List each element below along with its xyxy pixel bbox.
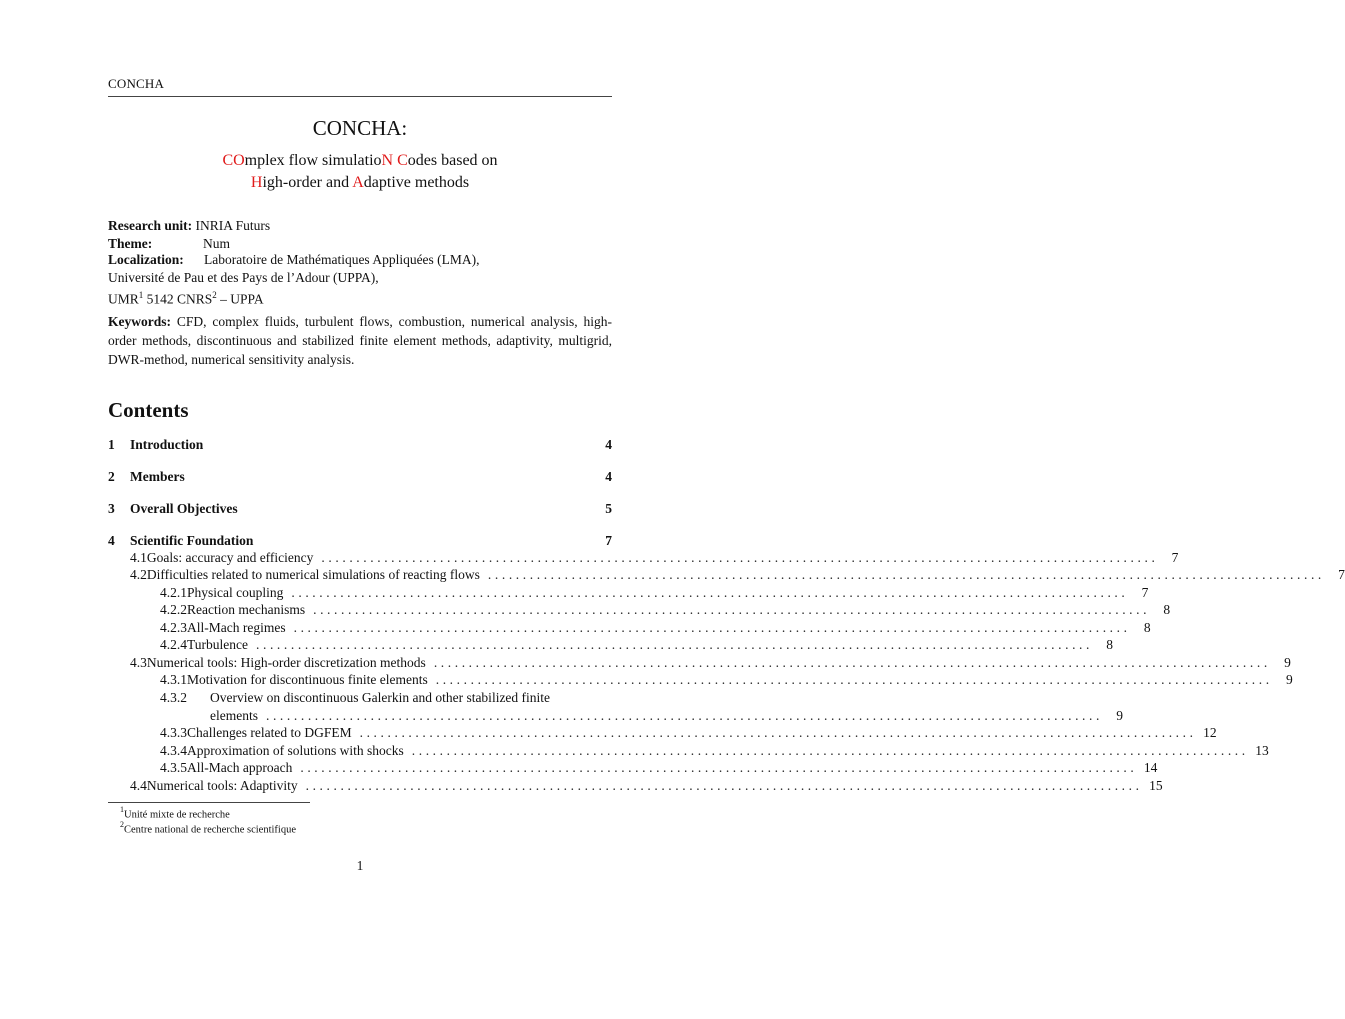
subtitle-text: odes based on xyxy=(407,152,498,169)
toc-entry-title: All-Mach approach xyxy=(187,760,293,775)
toc-subsection[interactable] xyxy=(108,708,1123,725)
toc-leader-dots: ........................................................................................................................ xyxy=(300,760,1138,775)
toc-subsection[interactable] xyxy=(108,725,1217,742)
toc-entry-page: 4 xyxy=(605,469,612,484)
subtitle-highlight-letter: A xyxy=(352,174,364,191)
toc-leader-dots: ........................................................................................................................ xyxy=(293,620,1131,635)
document-title: CONCHA: xyxy=(312,116,408,140)
toc-entry-page: 8 xyxy=(1106,637,1113,652)
toc-entry-title: elements xyxy=(210,708,258,723)
toc-subsection[interactable] xyxy=(108,620,1151,637)
localization-label: Localization: xyxy=(108,252,184,267)
toc-entry-title: Approximation of solutions with shocks xyxy=(187,743,404,758)
theme-label: Theme: xyxy=(108,236,153,251)
toc-entry-title: Members xyxy=(130,469,185,484)
umr-text-c: – UPPA xyxy=(216,291,264,307)
toc-entry-number: 4.3.1 xyxy=(160,672,187,687)
footnote-mark-2: 2 xyxy=(212,290,217,300)
toc-entry-page: 8 xyxy=(1163,602,1171,617)
toc-entry-title: Reaction mechanisms xyxy=(187,602,306,617)
toc-entry-title: Introduction xyxy=(130,437,204,452)
toc-entry-title: Difficulties related to numerical simulations of reacting flows xyxy=(146,567,480,582)
footnote-1-text: Unité mixte de recherche xyxy=(124,809,230,821)
toc-section[interactable] xyxy=(108,437,612,454)
toc-entry-title: Motivation for discontinuous finite elements xyxy=(187,672,428,687)
toc-leader-dots: ........................................................................................................................ xyxy=(435,672,1273,687)
toc-entry-title: Challenges related to DGFEM xyxy=(187,725,352,740)
toc-subsection[interactable] xyxy=(108,672,1293,689)
toc-subsection[interactable] xyxy=(108,760,1158,777)
toc-entry-number: 4.2.4 xyxy=(160,637,187,652)
toc-leader-dots: ........................................................................................................................ xyxy=(313,602,1151,617)
footnote-2 xyxy=(120,821,296,836)
umr-text-b: 5142 CNRS xyxy=(143,291,213,307)
localization-line xyxy=(108,251,480,269)
toc-entry-page: 8 xyxy=(1143,620,1151,635)
toc-section[interactable] xyxy=(108,533,612,550)
toc-entry-number: 4.2 xyxy=(130,567,147,582)
toc-leader-dots: ........................................................................................................................ xyxy=(433,655,1271,670)
research-unit-label: Research unit: xyxy=(108,218,193,233)
toc-subsection[interactable] xyxy=(108,637,1113,654)
toc-entry-number: 4.1 xyxy=(130,550,147,565)
toc-entry-title: All-Mach regimes xyxy=(187,620,286,635)
toc-leader-dots: ........................................................................................................................ xyxy=(265,708,1103,723)
toc-subsection[interactable] xyxy=(108,778,1163,795)
toc-entry-number: 4.3 xyxy=(130,655,147,670)
toc-entry-title: Scientific Foundation xyxy=(130,533,254,548)
toc-entry-title: Overview on discontinuous Galerkin and other stabilized finite xyxy=(210,690,551,705)
toc-subsection[interactable] xyxy=(108,655,1291,672)
umr-line xyxy=(108,286,264,309)
toc-entry-title: Turbulence xyxy=(187,637,248,652)
toc-entry-title: Physical coupling xyxy=(187,585,284,600)
footnote-1 xyxy=(120,806,230,821)
toc-section[interactable] xyxy=(108,501,612,518)
toc-entry-page: 9 xyxy=(1285,672,1293,687)
keywords-paragraph xyxy=(108,312,612,369)
toc-entry-page: 12 xyxy=(1203,725,1217,740)
toc-entry-page: 7 xyxy=(1141,585,1149,600)
subtitle-line-1 xyxy=(0,152,720,170)
toc-entry-number: 4.2.1 xyxy=(160,585,187,600)
toc-entry-number: 1 xyxy=(108,437,115,452)
toc-entry-number: 4.3.4 xyxy=(160,743,187,758)
localization-value: Laboratoire de Mathématiques Appliquées (LMA), xyxy=(204,252,480,267)
toc-leader-dots: ........................................................................................................................ xyxy=(256,637,1093,652)
toc-entry-page: 4 xyxy=(605,437,612,452)
subtitle-highlight-letter: CO xyxy=(222,152,245,169)
footnote-1-mark: 1 xyxy=(120,805,124,814)
subtitle-highlight-letter: N xyxy=(381,152,394,169)
theme-value: Num xyxy=(203,236,230,251)
toc-entry-number: 4.2.2 xyxy=(160,602,187,617)
toc-entry-title: Numerical tools: High-order discretization methods xyxy=(146,655,426,670)
toc-entry-title: Overall Objectives xyxy=(130,501,238,516)
subtitle-text: igh-order and xyxy=(262,174,353,191)
toc-leader-dots: ........................................................................................................................ xyxy=(291,585,1129,600)
footnote-2-mark: 2 xyxy=(120,820,124,829)
toc-entry-page: 5 xyxy=(605,501,612,516)
toc-entry-page: 13 xyxy=(1255,743,1269,758)
footnote-2-text: Centre national de recherche scientifique xyxy=(124,824,296,836)
toc-entry-number: 4 xyxy=(108,533,115,548)
localization-line-2: Université de Pau et des Pays de l’Adour (UPPA), xyxy=(108,270,379,285)
toc-entry-page: 15 xyxy=(1149,778,1163,793)
toc-subsection[interactable] xyxy=(108,585,1149,602)
toc-leader-dots: ........................................................................................................................ xyxy=(411,743,1249,758)
running-header: CONCHA xyxy=(108,76,165,91)
umr-text-a: UMR xyxy=(108,291,139,307)
toc-leader-dots: ........................................................................................................................ xyxy=(305,778,1143,793)
toc-entry-page: 9 xyxy=(1284,655,1291,670)
subtitle-text: mplex flow simulatio xyxy=(244,152,382,169)
toc-entry-page: 9 xyxy=(1116,708,1123,723)
toc-subsection[interactable] xyxy=(108,602,1171,619)
toc-subsection[interactable] xyxy=(108,567,1345,584)
page-number: 1 xyxy=(356,858,364,873)
contents-heading: Contents xyxy=(108,398,189,422)
toc-leader-dots: ........................................................................................................................ xyxy=(487,567,1325,582)
toc-entry-number: 4.3.3 xyxy=(160,725,187,740)
toc-entry-title: Goals: accuracy and efficiency xyxy=(146,550,314,565)
toc-entry-number: 4.2.3 xyxy=(160,620,187,635)
toc-subsection[interactable] xyxy=(108,743,1269,760)
toc-entry-page: 7 xyxy=(605,533,612,548)
toc-section[interactable] xyxy=(108,469,612,486)
footnote-rule xyxy=(108,802,310,803)
toc-entry-number: 2 xyxy=(108,469,115,484)
subtitle-highlight-letter: H xyxy=(250,174,263,191)
toc-entry-number: 4.3.2 xyxy=(160,690,187,705)
toc-entry-page: 7 xyxy=(1171,550,1179,565)
keywords-label: Keywords: xyxy=(108,314,171,329)
toc-entry-title: Numerical tools: Adaptivity xyxy=(146,778,298,793)
research-unit-line xyxy=(108,217,270,235)
subtitle-text: daptive methods xyxy=(363,174,470,191)
toc-entry-page: 7 xyxy=(1338,567,1345,582)
toc-leader-dots: ........................................................................................................................ xyxy=(321,550,1159,565)
toc-subsection[interactable] xyxy=(108,550,1179,567)
toc-entry-number: 4.4 xyxy=(130,778,147,793)
toc-subsection[interactable] xyxy=(108,690,612,707)
toc-entry-number: 3 xyxy=(108,501,115,516)
header-rule xyxy=(108,96,612,97)
toc-leader-dots: ........................................................................................................................ xyxy=(359,725,1197,740)
footnote-mark-1: 1 xyxy=(138,290,144,300)
toc-entry-page: 14 xyxy=(1143,760,1158,775)
subtitle-line-2 xyxy=(0,174,720,192)
keywords-text: CFD, complex fluids, turbulent flows, combustion, numerical analysis, high-order methods, discontinuous and stabilized finite element methods, adaptivity, multigrid, DWR-method, numerical sensitivity analysis. xyxy=(108,314,613,367)
subtitle-highlight-letter: C xyxy=(397,152,408,169)
toc-entry-number: 4.3.5 xyxy=(160,760,187,775)
research-unit-value: INRIA Futurs xyxy=(195,218,271,233)
